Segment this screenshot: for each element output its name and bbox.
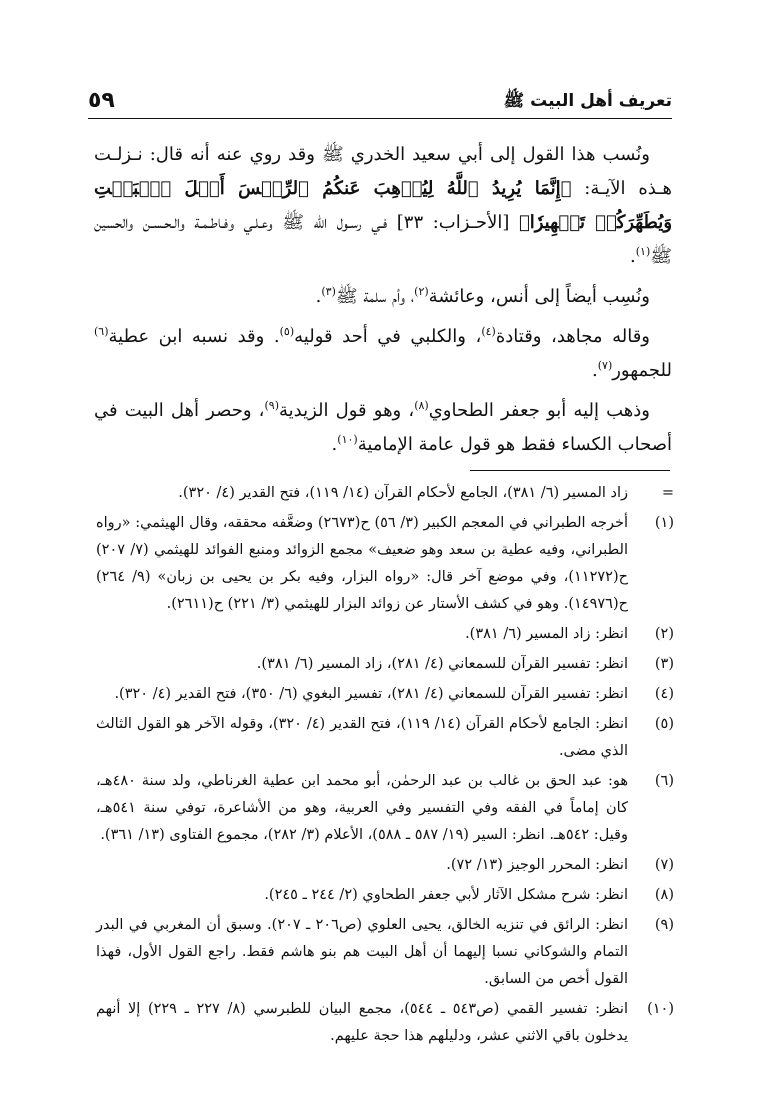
chapter-title: تعريف أهل البيت ﷺ bbox=[503, 91, 672, 111]
footnote-5 bbox=[96, 711, 674, 765]
footnote-8 bbox=[96, 882, 674, 909]
footnote-number: (٧) bbox=[654, 857, 674, 873]
footnote-ref: (٤) bbox=[481, 325, 496, 338]
paragraph-1: ونُسب هذا القول إلى أبي سعيد الخدري ﷺ وقد روي عنه أنه قال: نـزلـت هـذه الآيـة: ﴿إِنَّمَا يُرِيدُ ٱللَّهُ لِيُذۡهِبَ عَنكُمُ ٱلرِّجۡسَ أَهۡلَ ٱلۡبَيۡتِ وَيُطَهِّرَكُمۡ تَطۡهِيرٗا﴾ [الأحـزاب: ٣٣] فـي رسـول الله ﷺ وعـلـي وفـاطـمـة والـحـسـن والحسين ﷺ$^{(١)}$. bbox=[94, 144, 673, 267]
footnote-ref: (٦) bbox=[94, 325, 109, 338]
footnote-number: (٥) bbox=[654, 716, 674, 732]
footnote-ref: (٢) bbox=[414, 285, 429, 298]
paragraph-3: وقاله مجاهد، وقتادة$^{(٤)}$، والكلبي في أحد قوليه$^{(٥)}$. وقد نسبه ابن عطية$^{(٦)}$ للجمهور$^{(٧)}$. bbox=[94, 325, 672, 381]
footnote-6 bbox=[96, 768, 674, 849]
footnote-7 bbox=[96, 852, 674, 879]
footnote-2 bbox=[96, 621, 674, 648]
footnote-text: انظر: تفسير القرآن للسمعاني (٤/ ٢٨١)، زاد المسير (٦/ ٣٨١). bbox=[256, 656, 628, 672]
footnote-separator bbox=[470, 470, 670, 471]
footnote-ref: (٩) bbox=[264, 399, 279, 412]
footnote-text: انظر: زاد المسير (٦/ ٣٨١). bbox=[465, 626, 628, 642]
page-number: ٥٩ bbox=[88, 88, 115, 113]
footnote-text: انظر: المحرر الوجيز (١٣/ ٧٢). bbox=[446, 857, 628, 873]
footnote-number: (٤) bbox=[654, 686, 674, 702]
footnote-number: (٣) bbox=[654, 656, 674, 672]
footnote-10 bbox=[96, 996, 674, 1050]
paragraph-4: وذهب إليه أبو جعفر الطحاوي$^{(٨)}$، وهو قول الزيدية$^{(٩)}$، وحصر أهل البيت في أصحاب الكساء فقط هو قول عامة الإمامية$^{(١٠)}$. bbox=[94, 399, 672, 455]
footnote-ref: (١٠) bbox=[337, 433, 358, 446]
footnote-ref: (٧) bbox=[597, 359, 613, 372]
footnote-number: (١) bbox=[654, 515, 674, 531]
quran-verse: ﴿إِنَّمَا يُرِيدُ ٱللَّهُ لِيُذۡهِبَ عَنكُمُ ٱلرِّجۡسَ أَهۡلَ ٱلۡبَيۡتِ وَيُطَهِّرَكُمۡ تَطۡهِيرٗا﴾ bbox=[94, 178, 673, 233]
footnote-number: (١٠) bbox=[647, 1001, 674, 1017]
footnote-text: هو: عبد الحق بن غالب بن عبد الرحمٰن، أبو محمد ابن عطية الغرناطي، ولد سنة ٤٨٠هـ، كان إماماً في الفقه وفي التفسير وفي العربية، وهو من الأشاعرة، توفي سنة ٥٤١هـ، وقيل: ٥٤٢هـ. انظر: السير (١٩/ ٥٨٧ ـ ٥٨٨)، الأعلام (٣/ ٢٨٢)، مجموع الفتاوى (١٣/ ٣٦١). bbox=[96, 773, 628, 843]
footnote-text: زاد المسير (٦/ ٣٨١)، الجامع لأحكام القرآن (١٤/ ١١٩)، فتح القدير (٤/ ٣٢٠). bbox=[178, 485, 628, 501]
footnote-number: (٢) bbox=[654, 626, 674, 642]
footnote-4 bbox=[96, 681, 674, 708]
footnotes bbox=[96, 480, 674, 1053]
footnote-text: انظر: تفسير القمي (ص٥٤٣ ـ ٥٤٤)، مجمع البيان للطبرسي (٨/ ٢٢٧ ـ ٢٢٩) إلا أنهم يدخلون باقي الاثني عشر، ودليلهم هذا حجة عليهم. bbox=[96, 1001, 628, 1044]
footnote-text: انظر: شرح مشكل الآثار لأبي جعفر الطحاوي (٢/ ٢٤٤ ـ ٢٤٥). bbox=[264, 887, 628, 903]
footnote-ref: (٥) bbox=[279, 325, 295, 338]
footnote-text: انظر: الرائق في تنزيه الخالق، يحيى العلوي (ص٢٠٦ ـ ٢٠٧). وسبق أن المغربي في البدر التمام والشوكاني نسبا إليهما أن أهل البيت هم بنو هاشم فقط. راجع القول الأول، فهذا القول أخص من السابق. bbox=[96, 917, 628, 987]
paragraph-2: ونُسِب أيضاً إلى أنس، وعائشة$^{(٢)}$، وأم سلمة ﷺ$^{(٣)}$. bbox=[315, 285, 650, 307]
footnote-continuation bbox=[96, 480, 674, 507]
footnote-number: (٦) bbox=[654, 773, 674, 789]
footnote-number: = bbox=[661, 485, 674, 501]
footnote-3 bbox=[96, 651, 674, 678]
footnote-ref: (٨) bbox=[414, 399, 429, 412]
footnote-ref: (٣) bbox=[321, 285, 336, 298]
footnote-number: (٩) bbox=[654, 917, 674, 933]
footnote-ref: (١) bbox=[635, 245, 651, 258]
footnote-text: انظر: الجامع لأحكام القرآن (١٤/ ١١٩)، فتح القدير (٤/ ٣٢٠)، وقوله الآخر هو القول الثالث الذي مضى. bbox=[96, 716, 629, 759]
main-text bbox=[94, 138, 672, 470]
footnote-1 bbox=[96, 510, 674, 618]
footnote-number: (٨) bbox=[654, 887, 674, 903]
footnote-text: انظر: تفسير القرآن للسمعاني (٤/ ٢٨١)، تفسير البغوي (٦/ ٣٥٠)، فتح القدير (٤/ ٣٢٠). bbox=[114, 686, 628, 702]
footnote-9 bbox=[96, 912, 674, 993]
running-header bbox=[88, 88, 672, 119]
footnote-text: أخرجه الطبراني في المعجم الكبير (٣/ ٥٦) ح(٢٦٧٣) وضعَّفه محققه، وقال الهيثمي: «رواه الطبراني، وفيه عطية بن سعد وهو ضعيف» مجمع الزوائد ومنبع الفوائد للهيثمي (٧/ ٢٠٧) ح(١١٢٧٢)، وفي موضع آخر قال: «رواه البزار، وفيه بكر بن يحيى بن زبان» (٩/ ٢٦٤) ح(١٤٩٧٦). وهو في كشف الأستار عن زوائد البزار للهيثمي (٣/ ٢٢١) ح(٢٦١١). bbox=[96, 515, 628, 612]
